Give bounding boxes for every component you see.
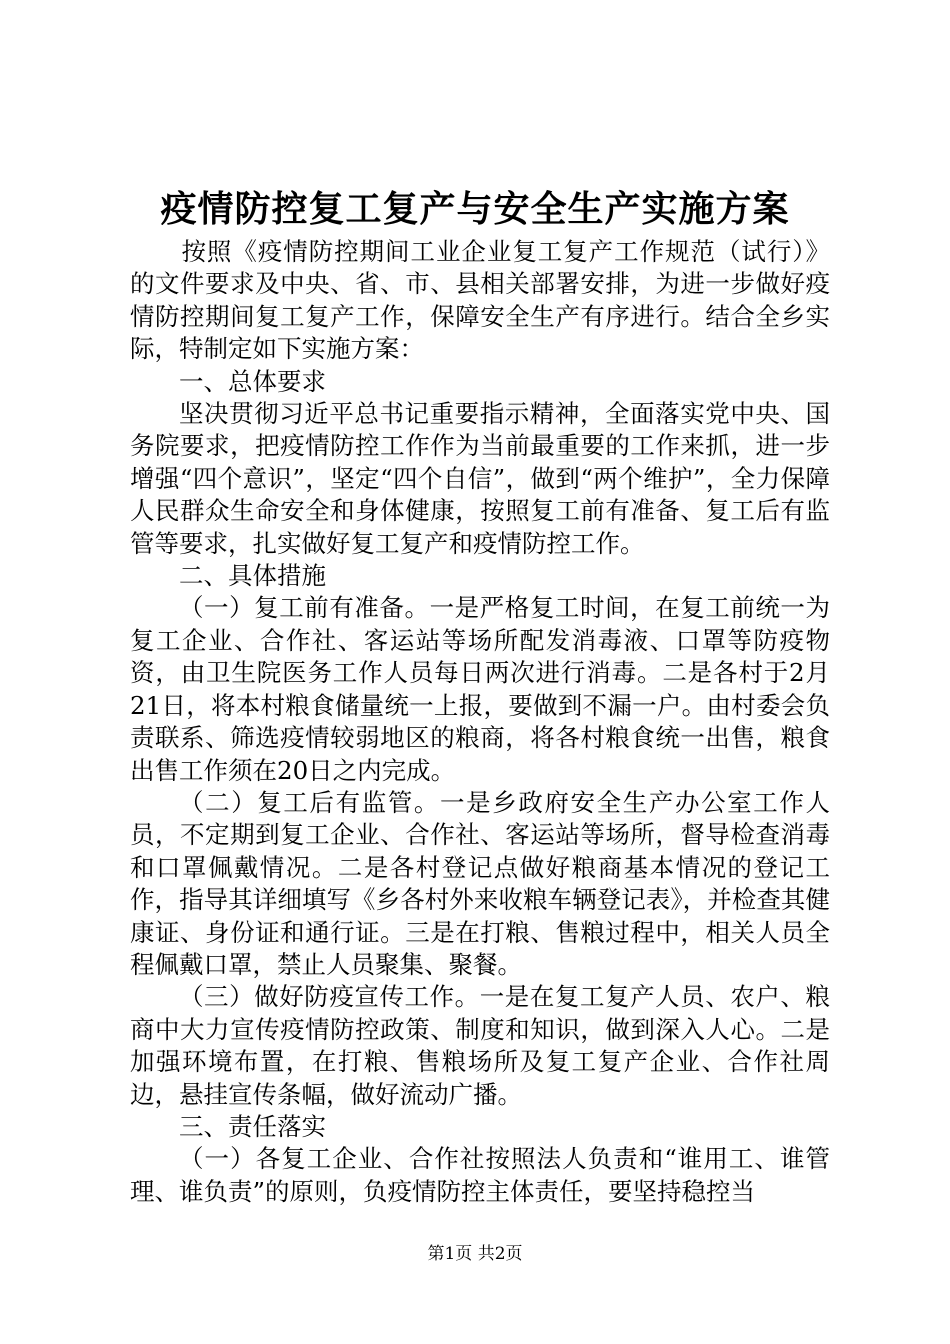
section-heading-general-requirements: 一、总体要求 [179,366,326,396]
measure-paragraph-publicity: （三）做好防疫宣传工作。一是在复工复产人员、农户、粮商中大力宣传疫情防控政策、制度和知识，做到深入人心。二是加强环境布置，在打粮、售粮场所及复工复产企业、合作社周边，悬挂宣传条幅，做好流动广播。 [130,982,830,1109]
page-footer: 第1页 共2页 [427,1244,523,1264]
intro-paragraph: 按照《疫情防控期间工业企业复工复产工作规范（试行）》的文件要求及中央、省、市、县相关部署安排，为进一步做好疫情防控期间复工复产工作，保障安全生产有序进行。结合全乡实际，特制定如下实施方案： [130,237,830,364]
document-body [130,236,830,1208]
measure-paragraph-before-resumption: （一）复工前有准备。一是严格复工时间，在复工前统一为复工企业、合作社、客运站等场所配发消毒液、口罩等防疫物资，由卫生院医务工作人员每日两次进行消毒。二是各村于2月21日，将本村粮食储量统一上报，要做到不漏一户。由村委会负责联系、筛选疫情较弱地区的粮商，将各村粮食统一出售，粮食出售工作须在20日之内完成。 [130,593,830,785]
responsibility-paragraph: （一）各复工企业、合作社按照法人负责和“谁用工、谁管理、谁负责”的原则，负疫情防控主体责任，要坚持稳控当 [130,1144,830,1206]
measure-paragraph-after-resumption: （二）复工后有监管。一是乡政府安全生产办公室工作人员，不定期到复工企业、合作社、客运站等场所，督导检查消毒和口罩佩戴情况。二是各村登记点做好粮商基本情况的登记工作，指导其详细填写《乡各村外来收粮车辆登记表》，并检查其健康证、身份证和通行证。三是在打粮、售粮过程中，相关人员全程佩戴口罩，禁止人员聚集、聚餐。 [130,787,830,979]
general-requirements-paragraph: 坚决贯彻习近平总书记重要指示精神，全面落实党中央、国务院要求，把疫情防控工作作为当前最重要的工作来抓，进一步增强“四个意识”，坚定“四个自信”，做到“两个维护”，全力保障人民群众生命安全和身体健康，按照复工前有准备、复工后有监管等要求，扎实做好复工复产和疫情防控工作。 [130,399,830,558]
section-heading-specific-measures: 二、具体措施 [179,561,326,591]
section-heading-responsibility: 三、责任落实 [179,1111,326,1141]
document-title: 疫情防控复工复产与安全生产实施方案 [160,188,790,230]
